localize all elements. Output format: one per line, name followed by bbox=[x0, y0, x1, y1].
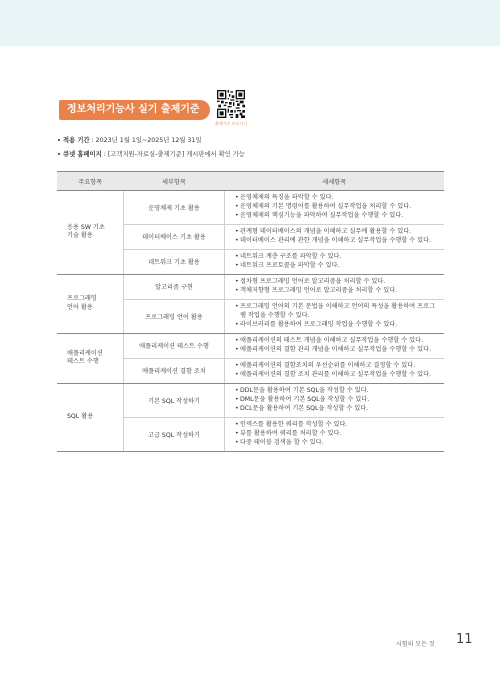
detail-item: • 애플리케이션의 테스트 개념을 이해하고 실무작업을 수행할 수 있다. bbox=[235, 337, 438, 346]
sub-item: 네트워크 기초 활용 bbox=[124, 249, 225, 274]
detail-cell bbox=[225, 299, 445, 333]
table-row bbox=[57, 274, 444, 299]
detail-item: • 네트워크 계층 구조를 파악할 수 있다. bbox=[235, 253, 438, 262]
sub-item: 고급 SQL 작성하기 bbox=[124, 417, 225, 451]
detail-item: • 애플리케이션의 결함 조치 관리를 이해하고 실무작업을 수행할 수 있다. bbox=[235, 371, 438, 380]
detail-cell bbox=[225, 224, 445, 249]
detail-cell bbox=[225, 417, 445, 451]
detail-cell bbox=[225, 191, 445, 225]
detail-item: • DML문을 활용하여 기본 SQL을 작성할 수 있다. bbox=[235, 396, 438, 405]
homepage-value: : [고객지원-자료실-출제기준] 게시판에서 확인 가능 bbox=[101, 151, 245, 158]
main-item: 프로그래밍 언어 활용 bbox=[57, 274, 124, 333]
homepage-label: 큐넷 홈페이지 bbox=[63, 151, 102, 158]
footer-text: 시험의 모든 것 bbox=[396, 641, 435, 648]
sub-item: 애플리케이션 테스트 수행 bbox=[124, 333, 225, 358]
detail-item: • 애플리케이션의 결함조치의 우선순위를 이해하고 결정할 수 있다. bbox=[235, 362, 438, 371]
page-number: 11 bbox=[456, 632, 473, 647]
detail-item: • 운영체제의 특징을 파악할 수 있다. bbox=[235, 194, 438, 203]
top-band bbox=[0, 0, 500, 46]
sub-item: 운영체제 기초 활용 bbox=[124, 191, 225, 225]
detail-item: • 인덱스를 활용한 쿼리를 작성할 수 있다. bbox=[235, 421, 438, 430]
detail-cell bbox=[225, 333, 445, 358]
detail-item: • 애플리케이션의 결함 관리 개념을 이해하고 실무작업을 수행할 수 있다. bbox=[235, 346, 438, 355]
detail-item: • 라이브러리를 활용하여 프로그래밍 작업을 수행할 수 있다. bbox=[235, 321, 438, 330]
detail-item: • 프로그래밍 언어의 기본 문법을 이해하고 언어의 특성을 활용하여 프로그 램 작업을 수행할 수 있다. bbox=[235, 303, 438, 321]
detail-item: • 관계형 데이터베이스의 개념을 이해하고 실무에 활용할 수 있다. bbox=[235, 228, 438, 237]
detail-cell bbox=[225, 383, 445, 417]
detail-item: • 절차형 프로그래밍 언어로 알고리즘을 처리할 수 있다. bbox=[235, 278, 438, 287]
detail-item: • 네트워크 프로토콜을 파악할 수 있다. bbox=[235, 262, 438, 271]
detail-item: • DCL문을 활용하여 기본 SQL을 작성할 수 있다. bbox=[235, 405, 438, 414]
detail-item: • 객체지향형 프로그래밍 언어로 알고리즘을 처리할 수 있다. bbox=[235, 287, 438, 296]
detail-item: • 다중 테이블 검색을 할 수 있다. bbox=[235, 439, 438, 448]
period-value: : 2023년 1월 1일~2025년 12월 31일 bbox=[89, 137, 202, 144]
detail-cell bbox=[225, 249, 445, 274]
main-item: 애플리케이션 테스트 수행 bbox=[57, 333, 124, 383]
header-main: 주요항목 bbox=[57, 172, 124, 191]
detail-item: • 운영체제의 핵심기능을 파악하여 실무작업을 수행할 수 있다. bbox=[235, 212, 438, 221]
detail-item: • DDL문을 활용하여 기본 SQL을 작성할 수 있다. bbox=[235, 387, 438, 396]
period-line bbox=[58, 135, 202, 144]
qr-caption: 출제기준 보러가기 bbox=[214, 121, 248, 126]
qr-code-icon[interactable] bbox=[217, 90, 245, 118]
detail-item: • 데이터베이스 관리에 관한 개념을 이해하고 실무작업을 수행할 수 있다. bbox=[235, 237, 438, 246]
bullet-icon bbox=[58, 153, 60, 155]
exam-criteria-table bbox=[57, 171, 444, 452]
detail-item: • 운영체제의 기본 명령어를 활용하여 실무작업을 처리할 수 있다. bbox=[235, 203, 438, 212]
sub-item: 애플리케이션 결함 조치 bbox=[124, 358, 225, 383]
main-item: SQL 활용 bbox=[57, 383, 124, 451]
period-label: 적용 기간 bbox=[63, 137, 90, 144]
sub-item: 기본 SQL 작성하기 bbox=[124, 383, 225, 417]
homepage-line bbox=[58, 149, 245, 158]
main-item: 응용 SW 기초 기술 활용 bbox=[57, 191, 124, 275]
sub-item: 데이터베이스 기초 활용 bbox=[124, 224, 225, 249]
sub-item: 프로그래밍 언어 활용 bbox=[124, 299, 225, 333]
detail-item: • 뷰를 활용하여 쿼리를 처리할 수 있다. bbox=[235, 430, 438, 439]
table-row bbox=[57, 333, 444, 358]
header-detail: 세세항목 bbox=[225, 172, 445, 191]
section-title-badge: 정보처리기능사 실기 출제기준 bbox=[59, 100, 210, 120]
table-row bbox=[57, 383, 444, 417]
table-header-row bbox=[57, 172, 444, 191]
sub-item: 알고리즘 구현 bbox=[124, 274, 225, 299]
header-sub: 세부항목 bbox=[124, 172, 225, 191]
table-row bbox=[57, 191, 444, 225]
detail-cell bbox=[225, 358, 445, 383]
detail-cell bbox=[225, 274, 445, 299]
bullet-icon bbox=[58, 139, 60, 141]
